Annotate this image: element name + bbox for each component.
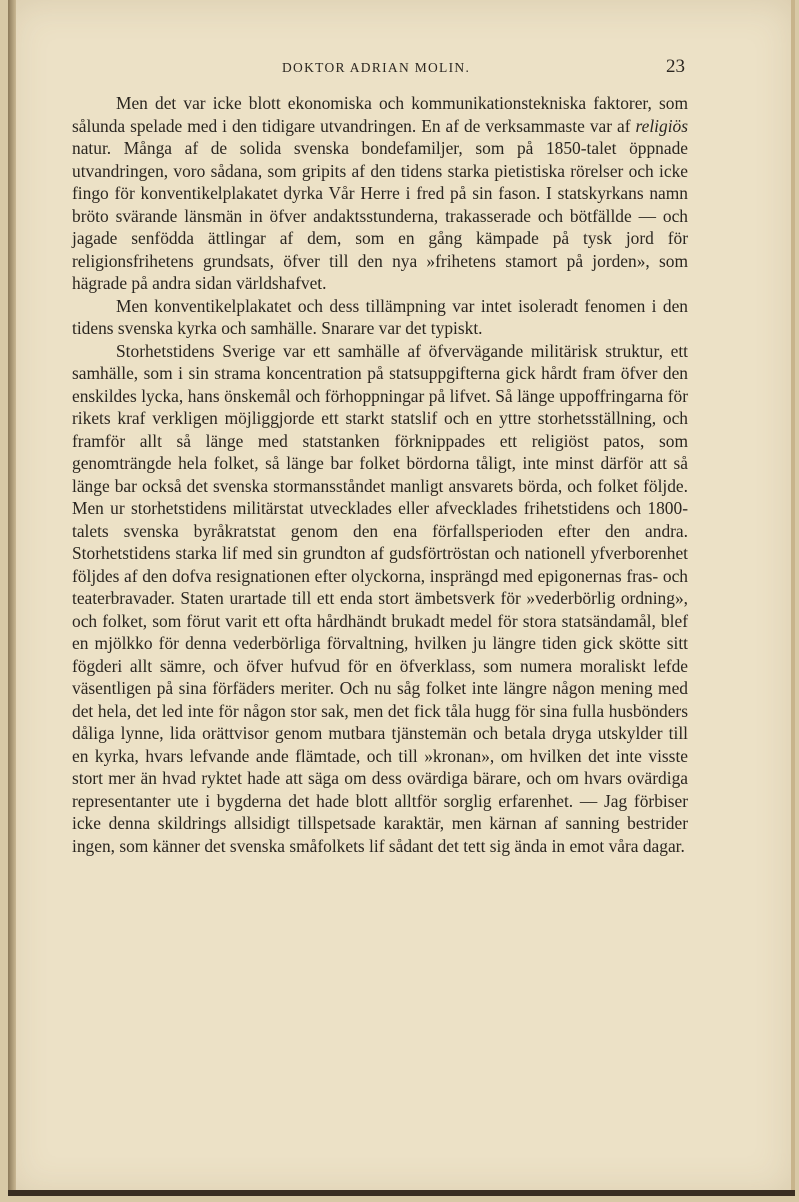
running-head-title: DOKTOR ADRIAN MOLIN. (282, 60, 471, 75)
paragraph-3: Storhetstidens Sverige var ett samhälle af öfvervägande militärisk struktur, ett samhälle, som i sin strama koncentration på statsuppgifterna gick hårdt fram öfver den enskildes lycka, hans önskemål och förhoppningar på lifvet. Så länge uppoffringarna för rikets kraf verkligen möjliggjorde ett starkt statslif och en yttre storhetsställning, och framför allt så länge med statstanken förknippades ett religiöst patos, som genomträngde hela folket, så länge bar folket bördorna tåligt, inte minst därför att så länge bar också det svenska stormansståndet manligt ansvarets börda, och folket följde. Men ur storhetstidens militärstat utvecklades eller afvecklades frihetstidens och 1800-talets svenska byråkratstat genom den ena förfallsperioden efter den andra. Storhetstidens starka lif med sin grundton af gudsförtröstan och nationell yfverborenhet följdes af den dofva resignationen efter olyckorna, insprängd med epigonernas fras- och teaterbravader. Staten urartade till ett enda stort ämbetsverk för »vederbörlig ordning», och folket, som förut varit ett ofta hårdhändt brukadt medel för stora statsändamål, blef en mjölkko för denna vederbörliga förvaltning, hvilken ju längre tiden gick skötte sitt fögderi allt sämre, och öfver hufvud för en öfverklass, som numera moraliskt lefde väsentligen på sina förfäders meriter. Och nu såg folket inte längre någon mening med det hela, det led inte för någon stor sak, men det fick tåla hugg för sina fulla husbönders dåliga lynne, lida orättvisor genom mutbara tjänstemän och betala dryga utskylder till en kyrka, hvars lefvande ande flämtade, och till »kronan», om hvilken det inte visste stort mer än hvad ryktet hade att säga om dess ovärdiga bärare, och om hvars ovärdiga representanter ute i bygderna det hade blott alltför sorglig erfarenhet. — Jag förbiser icke denna skildrings allsidigt tillspetsade karaktär, men kärnan af sanning bestrider ingen, som känner det svenska småfolkets lif sådant det tett sig ända in emot våra dagar. (72, 340, 688, 856)
page-left-edge (8, 0, 16, 1196)
paragraph-1 (72, 92, 688, 295)
emphasized-word: religiös (635, 115, 688, 136)
book-page (8, 0, 795, 1196)
page-right-edge (791, 0, 795, 1196)
paragraph-2: Men konventikelplakatet och dess tillämpning var intet isoleradt fenomen i den tidens svenska kyrka och samhälle. Snarare var det typiskt. (72, 295, 688, 338)
page-number: 23 (666, 56, 685, 77)
body-text (72, 92, 688, 857)
page-bottom-edge (8, 1190, 795, 1196)
paragraph-1-text-end: natur. Många af de solida svenska bondefamiljer, som på 1850-talet öppnade utvandringen, voro sådana, som gripits af den tidens starka pietistiska rörelser och icke fingo för konventikelplakatet dyrka Vår Herre i fred på sin fason. I statskyrkans namn bröto svärande länsmän in öfver andaktsstunderna, trakasserade och bötfällde — och jagade senfödda ättlingar af dem, som en gång kämpade på tysk jord för religionsfrihetens grundsats, öfver till den nya »frihetens stamort på jorden», som hägrade på andra sidan världshafvet. (72, 138, 688, 293)
paragraph-1-text-start: Men det var icke blott ekonomiska och kommunikationstekniska faktorer, som sålunda spelade med i den tidigare utvandringen. En af de verksammaste var af (72, 93, 688, 136)
running-head (8, 56, 795, 80)
